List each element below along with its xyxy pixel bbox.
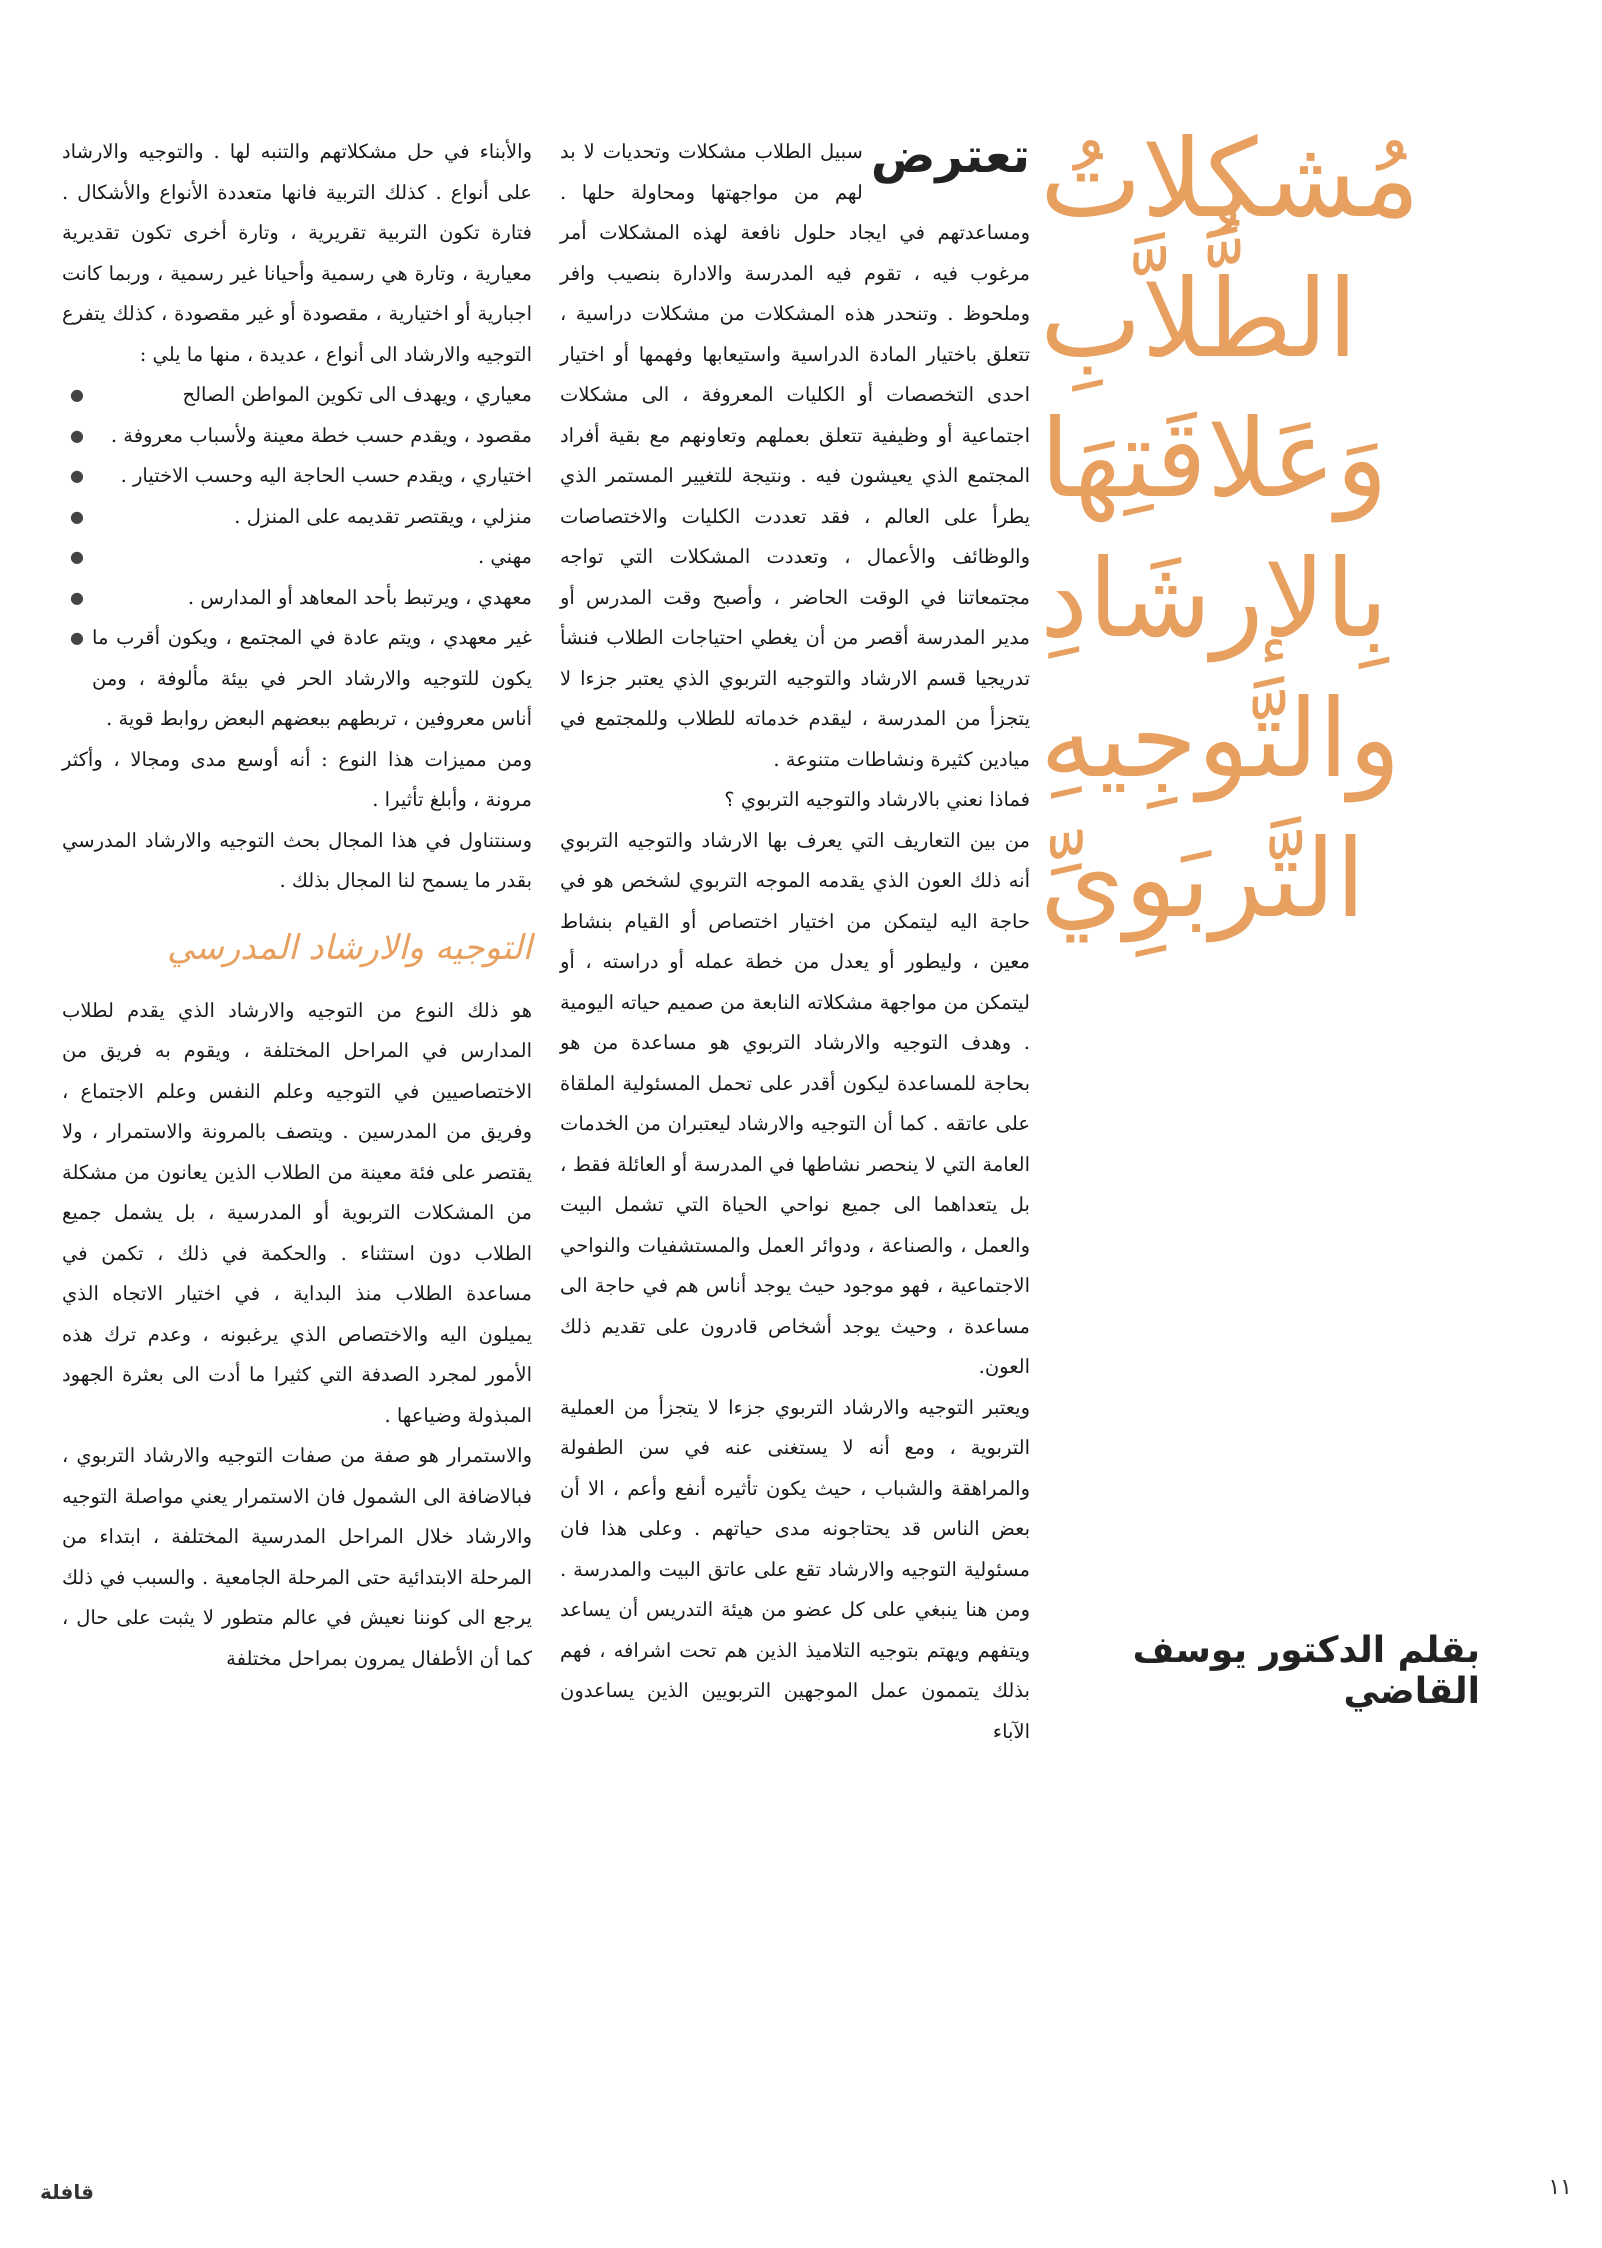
article-title (1040, 110, 1540, 950)
bullet-icon: ● (70, 628, 84, 647)
title-line-4: بِالإرشَادِ (1040, 537, 1389, 662)
title-line-2: الطُّلاَّبِ (1040, 257, 1358, 382)
paragraph: من بين التعاريف التي يعرف بها الارشاد والتوجيه التربوي أنه ذلك العون الذي يقدمه الموجه التربوي لشخص هو في حاجة اليه ليتمكن من اختيار اختصاص أو القيام بنشاط معين ، وليطور أو يعدل من خطة عمله أو دراسته ، أو ليتمكن من مواجهة مشكلاته النابعة من صميم حياته اليومية . وهدف التوجيه والارشاد التربوي هو مساعدة من هو بحاجة للمساعدة ليكون أقدر على تحمل المسئولية الملقاة على عاتقه . كما أن التوجيه والارشاد ليعتبران من الخدمات العامة التي لا ينحصر نشاطها في المدرسة أو العائلة فقط ، بل يتعداهما الى جميع نواحي الحياة التي تشمل البيت والعمل ، والصناعة ، ودوائر العمل والمستشفيات والنواحي الاجتماعية ، فهو موجود حيث يوجد أناس هم في حاجة الى مساعدة ، وحيث يوجد أشخاص قادرون على تقديم ذلك العون. (560, 828, 1030, 1378)
paragraph-text: سبيل الطلاب مشكلات وتحديات لا بد لهم من مواجهتها ومحاولة حلها . ومساعدتهم في ايجاد حلول نافعة لهذه المشكلات أمر مرغوب فيه ، تقوم فيه المدرسة والادارة بنصيب وافر وملحوظ . وتنحدر هذه المشكلات من مشكلات دراسية ، تتعلق باختيار المادة الدراسية واستيعابها وفهمها أو اختيار احدى التخصصات أو الكليات المعروفة ، الى مشكلات اجتماعية أو وظيفية تتعلق بعملهم وتعاونهم مع بقية أفراد المجتمع الذي يعيشون فيه . ونتيجة للتغيير المستمر الذي يطرأ على العالم ، فقد تعددت الكليات والاختصاصات والوظائف والأعمال ، وتعددت المشكلات التي تواجه مجتمعاتنا في الوقت الحاضر ، وأصبح وقت المدرس أو مدير المدرسة أقصر من أن يغطي احتياجات الطلاب فنشأ تدريجيا قسم الارشاد والتوجيه التربوي الذي يعتبر جزءا لا يتجزأ من المدرسة ، ليقدم خدماته للطلاب وللمجتمع في ميادين كثيرة ونشاطات متنوعة . (560, 140, 1030, 771)
bullet-icon: ● (70, 425, 84, 445)
paragraph: والاستمرار هو صفة من صفات التوجيه والارشاد التربوي ، فبالاضافة الى الشمول فان الاستمرار يعني مواصلة التوجيه والارشاد خلال المراحل المدرسية المختلفة ، ابتداء من المرحلة الابتدائية حتى المرحلة الجامعية . والسبب في ذلك يرجع الى كوننا نعيش في عالم متطور لا يثبت على حال ، كما أن الأطفال يمرون بمراحل مختلفة (62, 1444, 532, 1670)
list-item: ● غير معهدي ، ويتم عادة في المجتمع ، ويكون أقرب ما يكون للتوجيه والارشاد الحر في بيئة مألوفة ، ومن أناس معروفين ، تربطهم ببعضهم البعض روابط قوية . (62, 618, 532, 740)
title-line-5: والتَّوجِيهِ (1040, 677, 1401, 802)
types-list (62, 375, 532, 740)
bullet-icon: ● (70, 385, 84, 404)
page-number: ١١ (1548, 2175, 1572, 2200)
list-item: ● منزلي ، ويقتصر تقديمه على المنزل . (62, 497, 532, 538)
list-item: ● معياري ، ويهدف الى تكوين المواطن الصالح (62, 375, 532, 416)
title-line-3: وَعَلاقَتِهَا (1040, 397, 1388, 522)
magazine-name: قافلة (40, 2180, 94, 2204)
section-question: فماذا نعني بالارشاد والتوجيه التربوي ؟ (724, 788, 1030, 811)
bullet-icon: ● (70, 547, 84, 566)
title-line-1: مُشكِلاتُ (1040, 117, 1420, 242)
article-column-left (62, 132, 532, 2132)
article-column-middle (560, 128, 1030, 2132)
paragraph (560, 128, 1030, 780)
title-line-6: التَّربَوِيِّ (1040, 817, 1366, 942)
bullet-icon: ● (70, 466, 84, 485)
paragraph: ومن مميزات هذا النوع : أنه أوسع مدى ومجالا ، وأكثر مرونة ، وأبلغ تأثيرا . (62, 747, 532, 811)
paragraph: والأبناء في حل مشكلاتهم والتنبه لها . والتوجيه والارشاد على أنواع . كذلك التربية فانها متعددة الأنواع والأشكال . فتارة تكون التربية تقريرية ، وتارة أخرى تكون تقديرية معيارية ، وتارة هي رسمية وأحيانا غير رسمية ، وربما كانت اجبارية أو اختيارية ، مقصودة أو غير مقصودة ، كذلك يتفرع التوجيه والارشاد الى أنواع ، عديدة ، منها ما يلي : (62, 140, 532, 366)
list-item: ● اختياري ، ويقدم حسب الحاجة اليه وحسب الاختيار . (62, 456, 532, 497)
section-subheading: التوجيه والارشاد المدرسي (167, 927, 532, 968)
lead-word: تعترض (870, 128, 1030, 184)
list-item: ● مقصود ، ويقدم حسب خطة معينة ولأسباب معروفة . (62, 416, 532, 457)
list-item: ● معهدي ، ويرتبط بأحد المعاهد أو المدارس . (62, 578, 532, 619)
bullet-icon: ● (70, 587, 84, 607)
list-item: ● مهني . (62, 537, 532, 578)
author-byline: بقلم الدكتور يوسف القاضي (1132, 1630, 1480, 1712)
paragraph: وسنتناول في هذا المجال بحث التوجيه والارشاد المدرسي بقدر ما يسمح لنا المجال بذلك . (62, 828, 532, 892)
paragraph: هو ذلك النوع من التوجيه والارشاد الذي يقدم لطلاب المدارس في المراحل المختلفة ، ويقوم به فريق من الاختصاصيين في التوجيه وعلم النفس وعلم الاجتماع ، وفريق من المدرسين . ويتصف بالمرونة والاستمرار ، ولا يقتصر على فئة معينة من الطلاب الذين يعانون من مشكلة من المشكلات التربوية أو المدرسية ، بل يشمل جميع الطلاب دون استثناء . والحكمة في ذلك ، تكمن في مساعدة الطلاب منذ البداية ، في اختيار الاتجاه الذي يميلون اليه والاختصاص الذي يرغبونه ، وعدم ترك هذه الأمور لمجرد الصدفة التي كثيرا ما أدت الى بعثرة الجهود المبذولة وضياعها . (62, 998, 532, 1427)
paragraph: ويعتبر التوجيه والارشاد التربوي جزءا لا يتجزأ من العملية التربوية ، ومع أنه لا يستغنى عنه في سن الطفولة والمراهقة والشباب ، حيث يكون تأثيره أنفع وأعم ، الا أن بعض الناس قد يحتاجونه مدى حياتهم . وعلى هذا فان مسئولية التوجيه والارشاد تقع على عاتق البيت والمدرسة . ومن هنا ينبغي على كل عضو من هيئة التدريس أن يساعد ويتفهم ويهتم بتوجيه التلاميذ الذين هم تحت اشرافه ، فهم بذلك يتممون عمل الموجهين التربويين الذين يساعدون الآباء (560, 1395, 1030, 1743)
bullet-icon: ● (70, 506, 84, 526)
